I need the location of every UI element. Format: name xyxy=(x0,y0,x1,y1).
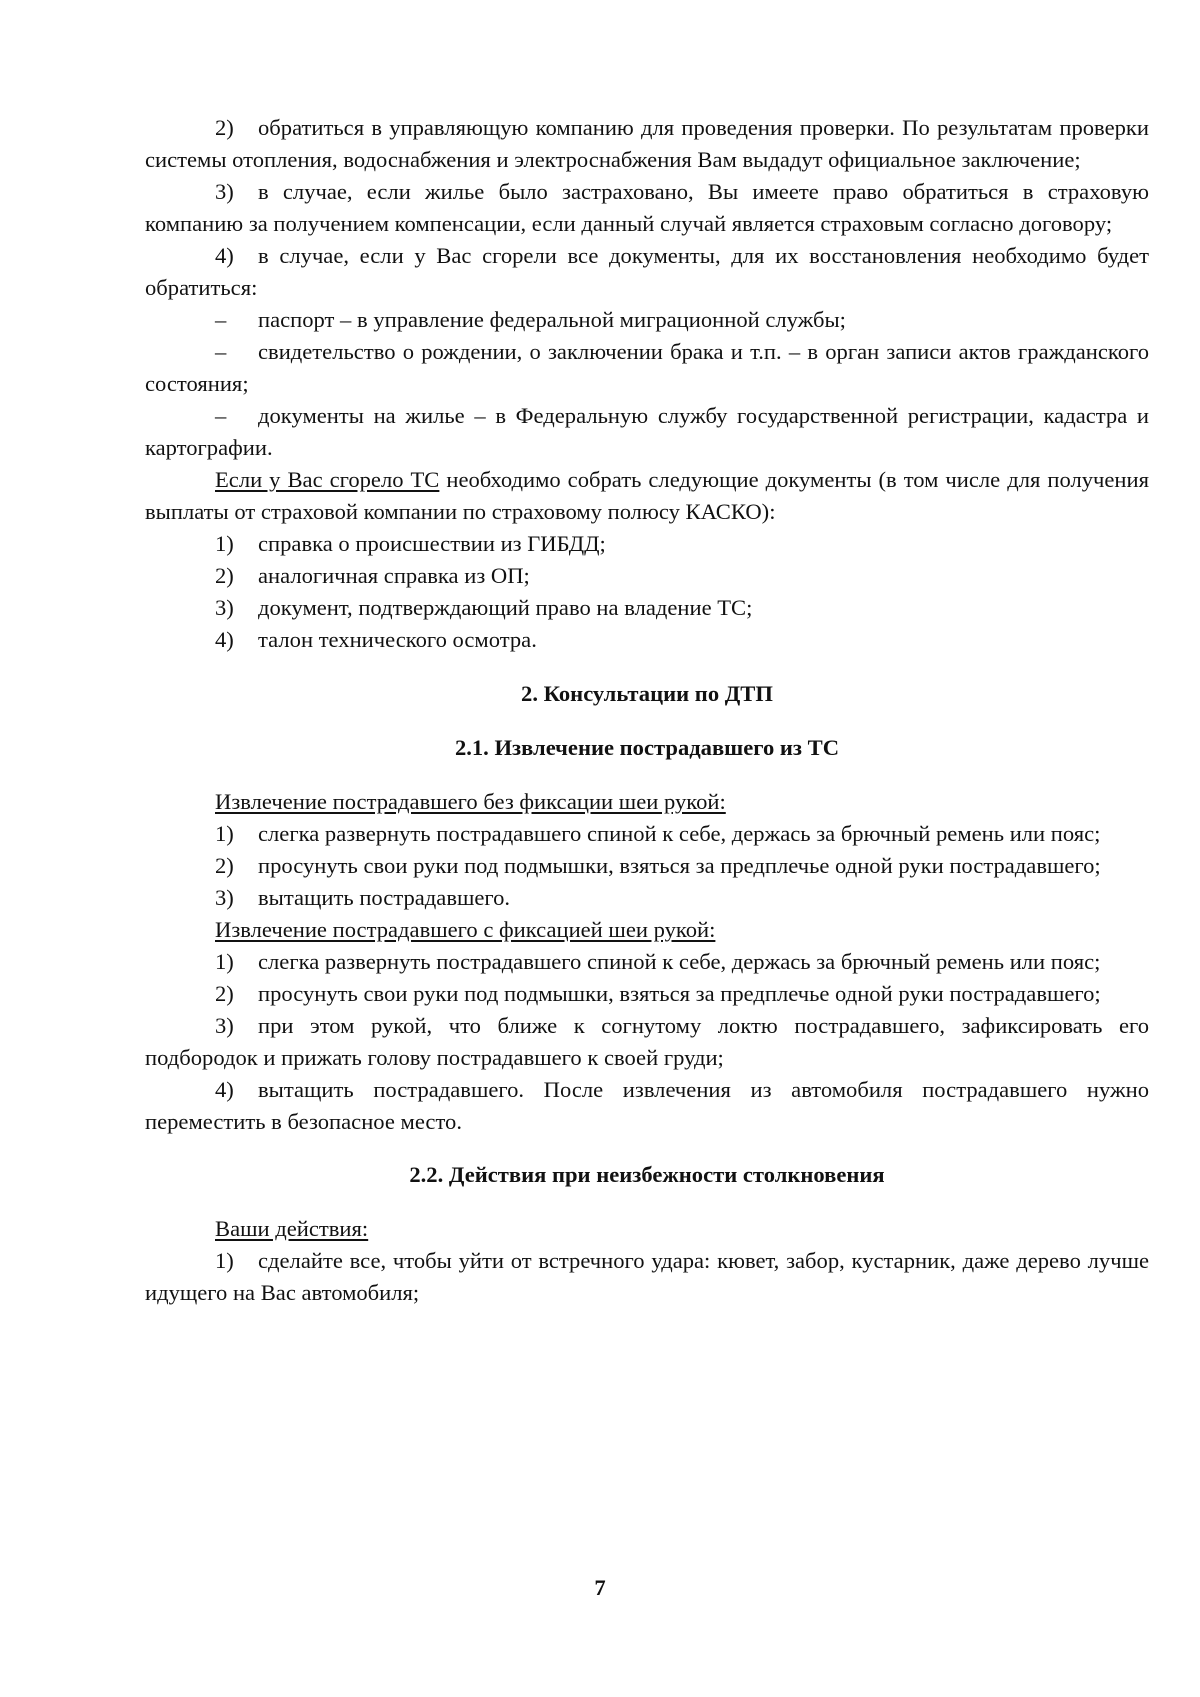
item-number: 2) xyxy=(215,115,234,140)
extraction-a-item xyxy=(145,882,1149,914)
item-number: 2) xyxy=(215,853,234,878)
actions-title xyxy=(145,1213,1149,1245)
dash-item-text: документы на жилье – в Федеральную службу государственной регистрации, кадастра и картографии. xyxy=(145,403,1149,460)
dash-marker: – xyxy=(215,307,227,332)
vehicle-list-item xyxy=(215,592,1149,624)
item-text: справка о происшествии из ГИБДД; xyxy=(258,531,606,556)
item-number: 4) xyxy=(215,1077,234,1102)
item-number: 3) xyxy=(215,885,234,910)
item-number: 2) xyxy=(215,981,234,1006)
item-text: документ, подтверждающий право на владение ТС; xyxy=(258,595,753,620)
item-number: 4) xyxy=(215,243,234,268)
extraction-a-item xyxy=(145,850,1149,882)
vehicle-paragraph-text: необходимо собрать следующие документы (в том числе для получения выплаты от страховой компании по страховому полюсу КАСКО): xyxy=(145,467,1149,524)
item-text: слегка развернуть пострадавшего спиной к себе, держась за брючный ремень или пояс; xyxy=(258,821,1101,846)
item-text: слегка развернуть пострадавшего спиной к себе, держась за брючный ремень или пояс; xyxy=(258,949,1101,974)
extraction-b-item xyxy=(145,978,1149,1010)
item-text: вытащить пострадавшего. После извлечения из автомобиля пострадавшего нужно переместить в безопасное место. xyxy=(145,1077,1149,1134)
item-number: 3) xyxy=(215,179,234,204)
vehicle-underlined-phrase: Если у Вас сгорело ТС xyxy=(215,467,440,492)
extraction-b-title xyxy=(145,914,1149,946)
item-text: вытащить пострадавшего. xyxy=(258,885,511,910)
subsection-heading: 2.1. Извлечение пострадавшего из ТС xyxy=(454,735,840,760)
item-text: просунуть свои руки под подмышки, взяться за предплечье одной руки пострадавшего; xyxy=(258,981,1101,1006)
dash-marker: – xyxy=(215,403,227,428)
extraction-b-item xyxy=(145,1010,1149,1074)
item-text: в случае, если у Вас сгорели все документы, для их восстановления необходимо будет обратиться: xyxy=(145,243,1149,300)
item-number: 1) xyxy=(215,1248,234,1273)
extraction-a-title-text: Извлечение пострадавшего без фиксации шеи рукой: xyxy=(215,789,726,814)
item-text: при этом рукой, что ближе к согнутому локтю пострадавшего, зафиксировать его подбородок и прижать голову пострадавшего к своей груди; xyxy=(145,1013,1149,1070)
item-number: 2) xyxy=(215,563,234,588)
item-number: 4) xyxy=(215,627,234,652)
item-text: просунуть свои руки под подмышки, взяться за предплечье одной руки пострадавшего; xyxy=(258,853,1101,878)
dash-item-housing-documents xyxy=(145,400,1149,464)
item-number: 1) xyxy=(215,531,234,556)
dash-item-passport xyxy=(145,304,1149,336)
page-number: 7 xyxy=(594,1575,606,1600)
extraction-b-item xyxy=(145,946,1149,978)
item-number: 1) xyxy=(215,949,234,974)
item-number: 3) xyxy=(215,595,234,620)
dash-item-text: паспорт – в управление федеральной миграционной службы; xyxy=(258,307,846,332)
extraction-b-item xyxy=(145,1074,1149,1138)
subsection-heading: 2.2. Действия при неизбежности столкновения xyxy=(409,1162,885,1187)
extraction-a-item xyxy=(145,818,1149,850)
vehicle-list-item xyxy=(215,560,1149,592)
item-text: сделайте все, чтобы уйти от встречного удара: кювет, забор, кустарник, даже дерево лучше идущего на Вас автомобиля; xyxy=(145,1248,1149,1305)
actions-item xyxy=(145,1245,1149,1309)
section-heading: 2. Консультации по ДТП xyxy=(521,681,773,706)
item-text: обратиться в управляющую компанию для проведения проверки. По результатам проверки системы отопления, водоснабжения и электроснабжения Вам выдадут официальное заключение; xyxy=(145,115,1149,172)
item-text: в случае, если жилье было застраховано, Вы имеете право обратиться в страховую компанию за получением компенсации, если данный случай является страховым согласно договору; xyxy=(145,179,1149,236)
vehicle-list-item xyxy=(215,528,1149,560)
paragraph-item-4 xyxy=(145,240,1149,304)
extraction-b-title-text: Извлечение пострадавшего с фиксацией шеи рукой: xyxy=(215,917,716,942)
paragraph-item-3 xyxy=(145,176,1149,240)
vehicle-paragraph xyxy=(145,464,1149,528)
dash-item-text: свидетельство о рождении, о заключении брака и т.п. – в орган записи актов гражданского состояния; xyxy=(145,339,1149,396)
dash-marker: – xyxy=(215,339,227,364)
paragraph-item-2 xyxy=(145,112,1149,176)
actions-title-text: Ваши действия: xyxy=(215,1216,369,1241)
document-page xyxy=(145,112,1149,1309)
item-number: 1) xyxy=(215,821,234,846)
item-number: 3) xyxy=(215,1013,234,1038)
dash-item-certificate xyxy=(145,336,1149,400)
extraction-a-title xyxy=(145,786,1149,818)
item-text: талон технического осмотра. xyxy=(258,627,537,652)
item-text: аналогичная справка из ОП; xyxy=(258,563,530,588)
vehicle-list-item xyxy=(215,624,1149,656)
